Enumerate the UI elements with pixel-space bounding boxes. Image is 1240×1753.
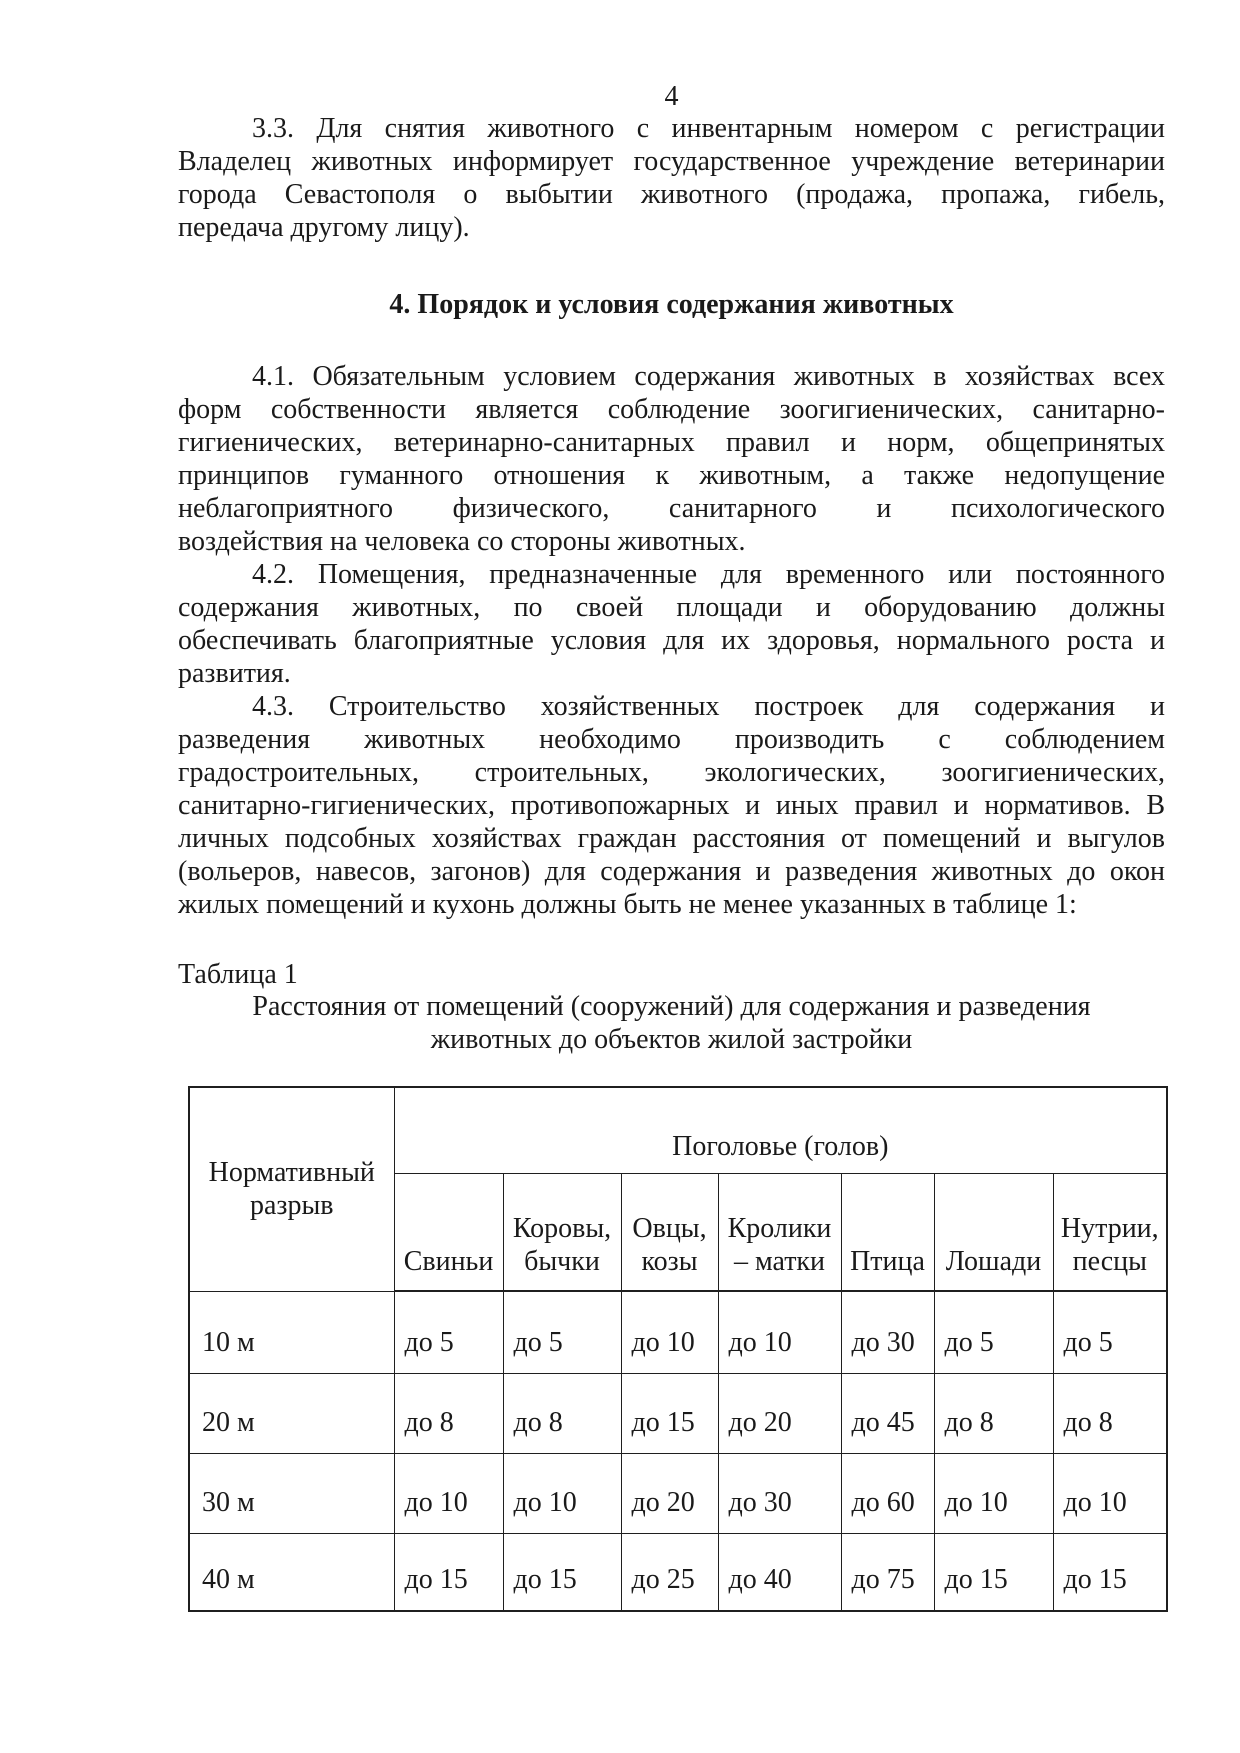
- text-line: Нормативный: [208, 1157, 375, 1189]
- text-line: обеспечивать благоприятные условия для их здоровья, нормального роста и: [178, 625, 1165, 656]
- table-cell: до 10: [621, 1291, 718, 1373]
- text-line: жилых помещений и кухонь должны быть не менее указанных в таблице 1:: [178, 889, 1077, 920]
- text-line: 4.1. Обязательным условием содержания животных в хозяйствах всех: [252, 361, 1165, 392]
- column-header-poultry: [841, 1173, 934, 1291]
- text-line: гигиенических, ветеринарно-санитарных правил и норм, общепринятых: [178, 427, 1165, 458]
- table-cell: до 15: [934, 1533, 1053, 1611]
- table-cell: до 25: [621, 1533, 718, 1611]
- paragraph-4-3: [178, 690, 1165, 921]
- text-line: Расстояния от помещений (сооружений) для содержания и разведения: [252, 991, 1091, 1022]
- table-cell: до 8: [394, 1373, 503, 1453]
- column-header-sheep: [621, 1173, 718, 1291]
- text-line: Владелец животных информирует государственное учреждение ветеринарии: [178, 146, 1165, 177]
- text-line: Кролики: [727, 1213, 832, 1244]
- table-head: [189, 1087, 1167, 1291]
- table-cell: до 8: [1053, 1373, 1167, 1453]
- table-cell: до 45: [841, 1373, 934, 1453]
- text-line: Коровы,: [512, 1213, 612, 1244]
- paragraph-4-2: [178, 558, 1165, 690]
- paragraph-4-1: [178, 360, 1165, 558]
- table-cell: до 10: [1053, 1453, 1167, 1533]
- table-row: [189, 1533, 1167, 1611]
- table-cell: до 5: [503, 1291, 621, 1373]
- table-cell: до 40: [718, 1533, 841, 1611]
- table-cell: до 5: [1053, 1291, 1167, 1373]
- text-line: песцы: [1072, 1246, 1147, 1277]
- text-line: – матки: [733, 1246, 826, 1277]
- table-cell: до 10: [503, 1453, 621, 1533]
- text-line: козы: [641, 1246, 698, 1277]
- paragraph-3-3: [178, 112, 1165, 244]
- table-cell: до 30: [718, 1453, 841, 1533]
- column-header-nutria: [1053, 1173, 1167, 1291]
- table-caption: [178, 990, 1165, 1056]
- table-cell: до 8: [934, 1373, 1053, 1453]
- table-cell: до 15: [621, 1373, 718, 1453]
- text-line: передача другому лицу).: [178, 212, 470, 243]
- text-line: бычки: [524, 1246, 600, 1277]
- corner-header-cell: [189, 1087, 394, 1291]
- table-row: [189, 1373, 1167, 1453]
- text-line: развития.: [178, 658, 291, 689]
- table-cell: до 30: [841, 1291, 934, 1373]
- text-line: личных подсобных хозяйствах граждан расстояния от помещений и выгулов: [178, 823, 1165, 854]
- table-cell: до 20: [718, 1373, 841, 1453]
- column-header-pigs: [394, 1173, 503, 1291]
- text-line: форм собственности является соблюдение зоогигиенических, санитарно-: [178, 394, 1165, 425]
- table-cell: до 20: [621, 1453, 718, 1533]
- table-cell: до 75: [841, 1533, 934, 1611]
- table-cell: до 60: [841, 1453, 934, 1533]
- text-line: Нутрии,: [1060, 1213, 1159, 1244]
- table-row: [189, 1453, 1167, 1533]
- table-row: [189, 1291, 1167, 1373]
- text-line: градостроительных, строительных, экологических, зоогигиенических,: [178, 757, 1165, 788]
- text-line: неблагоприятного физического, санитарного и психологического: [178, 493, 1165, 524]
- table-cell: до 15: [503, 1533, 621, 1611]
- table-cell: до 15: [394, 1533, 503, 1611]
- text-line: содержания животных, по своей площади и оборудованию должны: [178, 592, 1165, 623]
- text-line: 4.2. Помещения, предназначенные для временного или постоянного: [252, 559, 1165, 590]
- row-header-cell: 20 м: [189, 1373, 394, 1453]
- group-header-cell: Поголовье (голов): [394, 1087, 1167, 1173]
- text-line: разрыв: [249, 1190, 334, 1222]
- column-header-cows: [503, 1173, 621, 1291]
- text-line: Овцы,: [632, 1213, 707, 1244]
- row-header-cell: 10 м: [189, 1291, 394, 1373]
- text-line: 4.3. Строительство хозяйственных построек для содержания и: [252, 691, 1165, 722]
- text-line: города Севастополя о выбытии животного (продажа, пропажа, гибель,: [178, 179, 1165, 210]
- text-line: (вольеров, навесов, загонов) для содержания и разведения животных до окон: [178, 856, 1165, 887]
- table-label: Таблица 1: [178, 959, 298, 990]
- table-cell: до 10: [718, 1291, 841, 1373]
- column-header-horses: [934, 1173, 1053, 1291]
- text-line: Птица: [850, 1246, 925, 1277]
- text-line: животных до объектов жилой застройки: [430, 1024, 913, 1055]
- column-header-rabbits: [718, 1173, 841, 1291]
- table-cell: до 15: [1053, 1533, 1167, 1611]
- group-header-row: [189, 1087, 1167, 1173]
- text-line: Свиньи: [403, 1246, 494, 1277]
- table-cell: до 5: [934, 1291, 1053, 1373]
- text-line: принципов гуманного отношения к животным, а также недопущение: [178, 460, 1165, 491]
- row-header-cell: 40 м: [189, 1533, 394, 1611]
- distances-table: [188, 1086, 1168, 1612]
- text-line: воздействия на человека со стороны животных.: [178, 526, 746, 557]
- section-heading: 4. Порядок и условия содержания животных: [389, 289, 954, 320]
- table-cell: до 10: [394, 1453, 503, 1533]
- table-body: [189, 1291, 1167, 1611]
- text-line: 3.3. Для снятия животного с инвентарным номером с регистрации: [252, 113, 1165, 144]
- table-cell: до 8: [503, 1373, 621, 1453]
- text-line: разведения животных необходимо производить с соблюдением: [178, 724, 1165, 755]
- text-line: Лошади: [945, 1246, 1042, 1277]
- table-cell: до 5: [394, 1291, 503, 1373]
- page-number: 4: [664, 81, 679, 112]
- text-line: санитарно-гигиенических, противопожарных и иных правил и нормативов. В: [178, 790, 1165, 821]
- row-header-cell: 30 м: [189, 1453, 394, 1533]
- table-cell: до 10: [934, 1453, 1053, 1533]
